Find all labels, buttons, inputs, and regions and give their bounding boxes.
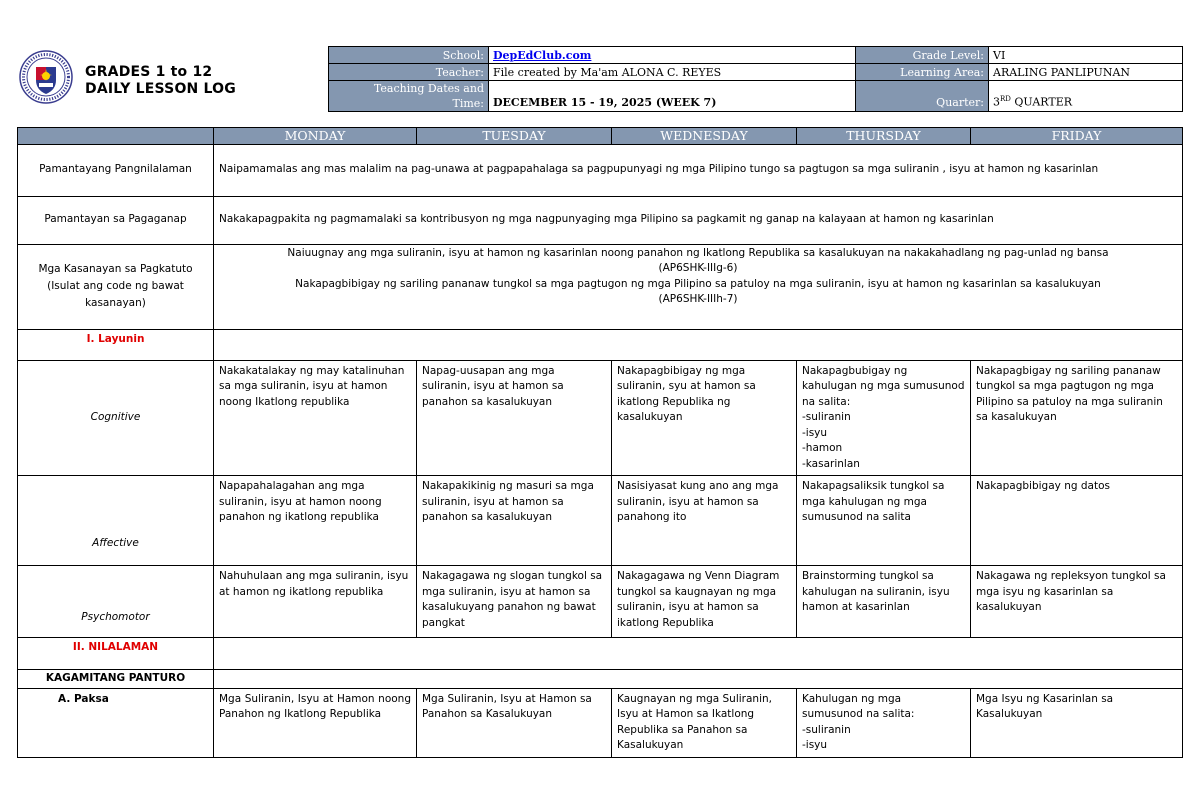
paksa-thursday: Kahulugan ng mga sumusunod na salita: -suliranin -isyu [797, 688, 971, 757]
quarter-superscript: RD [1000, 95, 1011, 104]
layunin-label: I. Layunin [18, 329, 214, 360]
day-tuesday: TUESDAY [417, 128, 612, 145]
nilalaman-label: II. NILALAMAN [18, 638, 214, 670]
corner-cell [18, 128, 214, 145]
pangnilalaman-label: Pamantayang Pangnilalaman [18, 144, 214, 196]
affective-tuesday: Nakapakikinig ng masuri sa mga suliranin, isyu at hamon sa panahon sa kasalukuyan [417, 476, 612, 566]
row-psychomotor [18, 566, 1183, 638]
layunin-empty [214, 329, 1183, 360]
day-wednesday: WEDNESDAY [612, 128, 797, 145]
psychomotor-friday: Nakagawa ng repleksyon tungkol sa mga isyu ng kasarinlan sa kasalukuyan [971, 566, 1183, 638]
quarter-word: QUARTER [1010, 96, 1073, 109]
kasanayan-label-line1: Mga Kasanayan sa Pagkatuto [38, 263, 193, 275]
grade-level-value: VI [989, 47, 1183, 64]
teaching-dates-label-line2: Time: [452, 97, 484, 110]
day-monday: MONDAY [214, 128, 417, 145]
kagamitan-label: KAGAMITANG PANTURO [18, 670, 214, 689]
learning-area-label: Learning Area: [856, 64, 989, 81]
cognitive-monday: Nakakatalakay ng may katalinuhan sa mga suliranin, isyu at hamon noong Ikatlong republika [214, 360, 417, 476]
title-line-1: GRADES 1 to 12 [85, 64, 213, 80]
quarter-number: 3 [993, 96, 1000, 109]
psychomotor-monday: Nahuhulaan ang mga suliranin, isyu at hamon ng ikatlong republika [214, 566, 417, 638]
row-kagamitan [18, 670, 1183, 689]
header [17, 46, 1182, 112]
deped-seal-icon [19, 50, 73, 104]
day-friday: FRIDAY [971, 128, 1183, 145]
affective-monday: Napapahalagahan ang mga suliranin, isyu at hamon noong panahon ng ikatlong republika [214, 476, 417, 566]
teaching-dates-value: DECEMBER 15 - 19, 2025 (WEEK 7) [489, 81, 856, 112]
kasanayan-label-line2: (Isulat ang code ng bawat [47, 280, 184, 292]
pagganap-text: Nakakapagpakita ng pagmamalaki sa kontribusyon ng mga nagpunyaging mga Pilipino sa pagkamit ng ganap na kalayaan at hamon ng kasarinlan [214, 196, 1183, 244]
document-title [85, 64, 236, 98]
day-header-row [18, 128, 1183, 145]
row-pangnilalaman [18, 144, 1183, 196]
row-affective [18, 476, 1183, 566]
kasanayan-label [18, 244, 214, 329]
row-kasanayan [18, 244, 1183, 329]
paksa-label: A. Paksa [18, 688, 214, 757]
row-cognitive [18, 360, 1183, 476]
kasanayan-line1: Naiuugnay ang mga suliranin, isyu at hamon ng kasarinlan noong panahon ng Ikatlong Republika sa kasalukuyan na nakakahadlang ng pag-unlad ng bansa [287, 246, 1109, 259]
cognitive-tuesday: Napag-uusapan ang mga suliranin, isyu at hamon sa panahon sa kasalukuyan [417, 360, 612, 476]
teacher-label: Teacher: [329, 64, 489, 81]
cognitive-wednesday: Nakapagbibigay ng mga suliranin, syu at hamon sa ikatlong Republika ng kasalukuyan [612, 360, 797, 476]
pangnilalaman-text: Naipamamalas ang mas malalim na pag-unawa at pagpapahalaga sa pagpupunyagi ng mga Pilipino tungo sa pagtugon sa mga suliranin , isyu at hamon ng kasarinlan [214, 144, 1183, 196]
pagganap-label: Pamantayan sa Pagaganap [18, 196, 214, 244]
day-thursday: THURSDAY [797, 128, 971, 145]
cognitive-friday: Nakapagbigay ng sariling pananaw tungkol sa mga pagtugon ng mga Pilipino sa patuloy na mga suliranin sa kasalukuyan [971, 360, 1183, 476]
teacher-value: File created by Ma'am ALONA C. REYES [489, 64, 856, 81]
row-layunin [18, 329, 1183, 360]
affective-wednesday: Nasisiyasat kung ano ang mga suliranin, isyu at hamon sa panahong ito [612, 476, 797, 566]
kagamitan-empty [214, 670, 1183, 689]
psychomotor-tuesday: Nakagagawa ng slogan tungkol sa mga suliranin, isyu at hamon sa kasalukuyang panahon ng bawat pangkat [417, 566, 612, 638]
kasanayan-code2: (AP6SHK-IIIh-7) [658, 293, 738, 305]
affective-friday: Nakapagbibigay ng datos [971, 476, 1183, 566]
row-nilalaman [18, 638, 1183, 670]
nilalaman-empty [214, 638, 1183, 670]
quarter-value [989, 81, 1183, 112]
quarter-label: Quarter: [856, 81, 989, 112]
paksa-wednesday: Kaugnayan ng mga Suliranin, Isyu at Hamon sa Ikatlong Republika sa Panahon sa Kasalukuyan [612, 688, 797, 757]
paksa-friday: Mga Isyu ng Kasarinlan sa Kasalukuyan [971, 688, 1183, 757]
info-table [328, 46, 1183, 112]
kasanayan-code1: (AP6SHK-IIIg-6) [658, 262, 738, 274]
psychomotor-label: Psychomotor [18, 566, 214, 638]
kasanayan-label-line3: kasanayan) [85, 297, 146, 309]
lesson-log-table [17, 127, 1183, 758]
cognitive-label: Cognitive [18, 360, 214, 476]
teaching-dates-label-line1: Teaching Dates and [373, 82, 484, 95]
row-pagganap [18, 196, 1183, 244]
paksa-tuesday: Mga Suliranin, Isyu at Hamon sa Panahon sa Kasalukuyan [417, 688, 612, 757]
school-label: School: [329, 47, 489, 64]
learning-area-value: ARALING PANLIPUNAN [989, 64, 1183, 81]
psychomotor-thursday: Brainstorming tungkol sa kahulugan na suliranin, isyu hamon at kasarinlan [797, 566, 971, 638]
paksa-monday: Mga Suliranin, Isyu at Hamon noong Panahon ng Ikatlong Republika [214, 688, 417, 757]
cognitive-thursday: Nakapagbubigay ng kahulugan ng mga sumusunod na salita: -suliranin -isyu -hamon -kasarinlan [797, 360, 971, 476]
teaching-dates-label [329, 81, 489, 112]
affective-thursday: Nakapagsaliksik tungkol sa mga kahulugan ng mga sumusunod na salita [797, 476, 971, 566]
affective-label: Affective [18, 476, 214, 566]
kasanayan-text [214, 244, 1183, 329]
school-link[interactable]: DepEdClub.com [493, 48, 592, 62]
psychomotor-wednesday: Nakagagawa ng Venn Diagram tungkol sa kaugnayan ng mga suliranin, isyu at hamon sa ikatlong Republika [612, 566, 797, 638]
kasanayan-line2: Nakapagbibigay ng sariling pananaw tungkol sa mga pagtugon ng mga Pilipino sa patuloy na mga suliranin, isyu at hamon ng kasarinlan sa kasalukuyan [295, 277, 1101, 290]
row-paksa [18, 688, 1183, 757]
grade-level-label: Grade Level: [856, 47, 989, 64]
title-line-2: DAILY LESSON LOG [85, 81, 236, 97]
